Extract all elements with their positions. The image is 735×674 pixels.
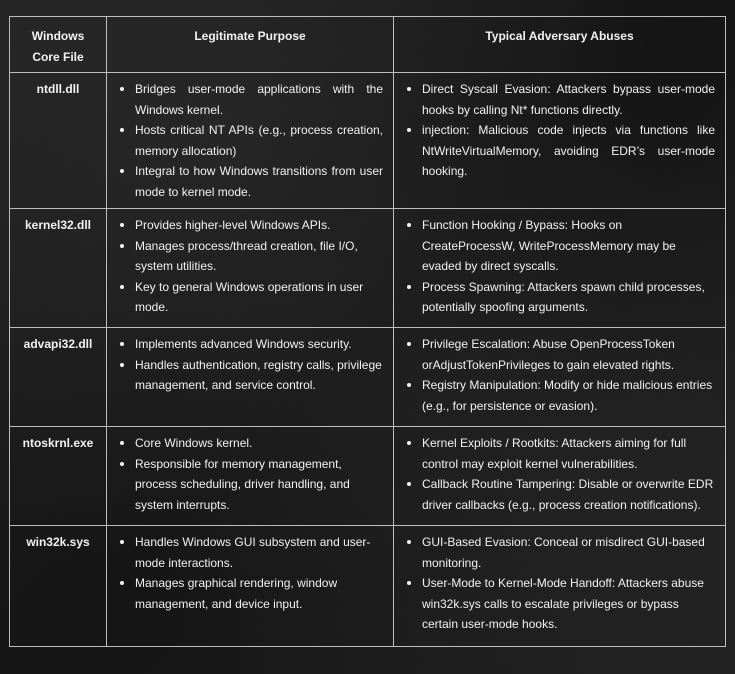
purpose-list bbox=[113, 433, 383, 515]
list-item: Registry Manipulation: Modify or hide malicious entries (e.g., for persistence or evasion). bbox=[422, 375, 715, 416]
purpose-list bbox=[113, 334, 383, 396]
list-item: GUI-Based Evasion: Conceal or misdirect GUI-based monitoring. bbox=[422, 532, 715, 573]
table-row bbox=[10, 209, 726, 328]
purpose-cell bbox=[107, 73, 394, 209]
list-item: Responsible for memory management, process scheduling, driver handling, and system interrupts. bbox=[135, 454, 383, 516]
abuses-cell bbox=[394, 526, 726, 647]
table-row bbox=[10, 73, 726, 209]
list-item: Provides higher-level Windows APIs. bbox=[135, 215, 383, 236]
abuses-list bbox=[400, 334, 715, 416]
abuses-cell bbox=[394, 209, 726, 328]
list-item: Core Windows kernel. bbox=[135, 433, 383, 454]
purpose-list bbox=[113, 215, 383, 318]
abuses-list bbox=[400, 532, 715, 635]
table-row bbox=[10, 427, 726, 526]
list-item: User-Mode to Kernel-Mode Handoff: Attackers abuse win32k.sys calls to escalate privileges or bypass certain user-mode hooks. bbox=[422, 573, 715, 635]
purpose-cell bbox=[107, 209, 394, 328]
list-item: Hosts critical NT APIs (e.g., process creation, memory allocation) bbox=[135, 120, 383, 161]
list-item: Bridges user-mode applications with the Windows kernel. bbox=[135, 79, 383, 120]
table-container bbox=[9, 16, 725, 647]
file-name-cell: kernel32.dll bbox=[10, 209, 107, 328]
list-item: Function Hooking / Bypass: Hooks on CreateProcessW, WriteProcessMemory may be evaded by direct syscalls. bbox=[422, 215, 715, 277]
abuses-cell bbox=[394, 427, 726, 526]
list-item: Manages process/thread creation, file I/O, system utilities. bbox=[135, 236, 383, 277]
header-typical-adversary-abuses: Typical Adversary Abuses bbox=[394, 17, 726, 73]
list-item: Privilege Escalation: Abuse OpenProcessToken orAdjustTokenPrivileges to gain elevated rights. bbox=[422, 334, 715, 375]
abuses-list bbox=[400, 79, 715, 182]
purpose-cell bbox=[107, 427, 394, 526]
list-item: Key to general Windows operations in user mode. bbox=[135, 277, 383, 318]
abuses-cell bbox=[394, 328, 726, 427]
windows-core-files-table bbox=[9, 16, 726, 647]
table-header-row bbox=[10, 17, 726, 73]
file-name-cell: ntoskrnl.exe bbox=[10, 427, 107, 526]
header-windows-core-file: Windows Core File bbox=[10, 17, 107, 73]
header-legitimate-purpose: Legitimate Purpose bbox=[107, 17, 394, 73]
list-item: Handles authentication, registry calls, privilege management, and service control. bbox=[135, 355, 383, 396]
table-row bbox=[10, 526, 726, 647]
list-item: Integral to how Windows transitions from user mode to kernel mode. bbox=[135, 161, 383, 202]
abuses-list bbox=[400, 215, 715, 318]
purpose-list bbox=[113, 79, 383, 202]
list-item: Process Spawning: Attackers spawn child processes, potentially spoofing arguments. bbox=[422, 277, 715, 318]
list-item: Direct Syscall Evasion: Attackers bypass user-mode hooks by calling Nt* functions directly. bbox=[422, 79, 715, 120]
list-item: Manages graphical rendering, window management, and device input. bbox=[135, 573, 383, 614]
list-item: injection: Malicious code injects via functions like NtWriteVirtualMemory, avoiding EDR’s user-mode hooking. bbox=[422, 120, 715, 182]
file-name-cell: ntdll.dll bbox=[10, 73, 107, 209]
list-item: Handles Windows GUI subsystem and user-mode interactions. bbox=[135, 532, 383, 573]
purpose-cell bbox=[107, 328, 394, 427]
list-item: Implements advanced Windows security. bbox=[135, 334, 383, 355]
table-row bbox=[10, 328, 726, 427]
purpose-list bbox=[113, 532, 383, 614]
abuses-list bbox=[400, 433, 715, 515]
list-item: Kernel Exploits / Rootkits: Attackers aiming for full control may exploit kernel vulnerabilities. bbox=[422, 433, 715, 474]
abuses-cell bbox=[394, 73, 726, 209]
purpose-cell bbox=[107, 526, 394, 647]
file-name-cell: advapi32.dll bbox=[10, 328, 107, 427]
list-item: Callback Routine Tampering: Disable or overwrite EDR driver callbacks (e.g., process creation notifications). bbox=[422, 474, 715, 515]
file-name-cell: win32k.sys bbox=[10, 526, 107, 647]
